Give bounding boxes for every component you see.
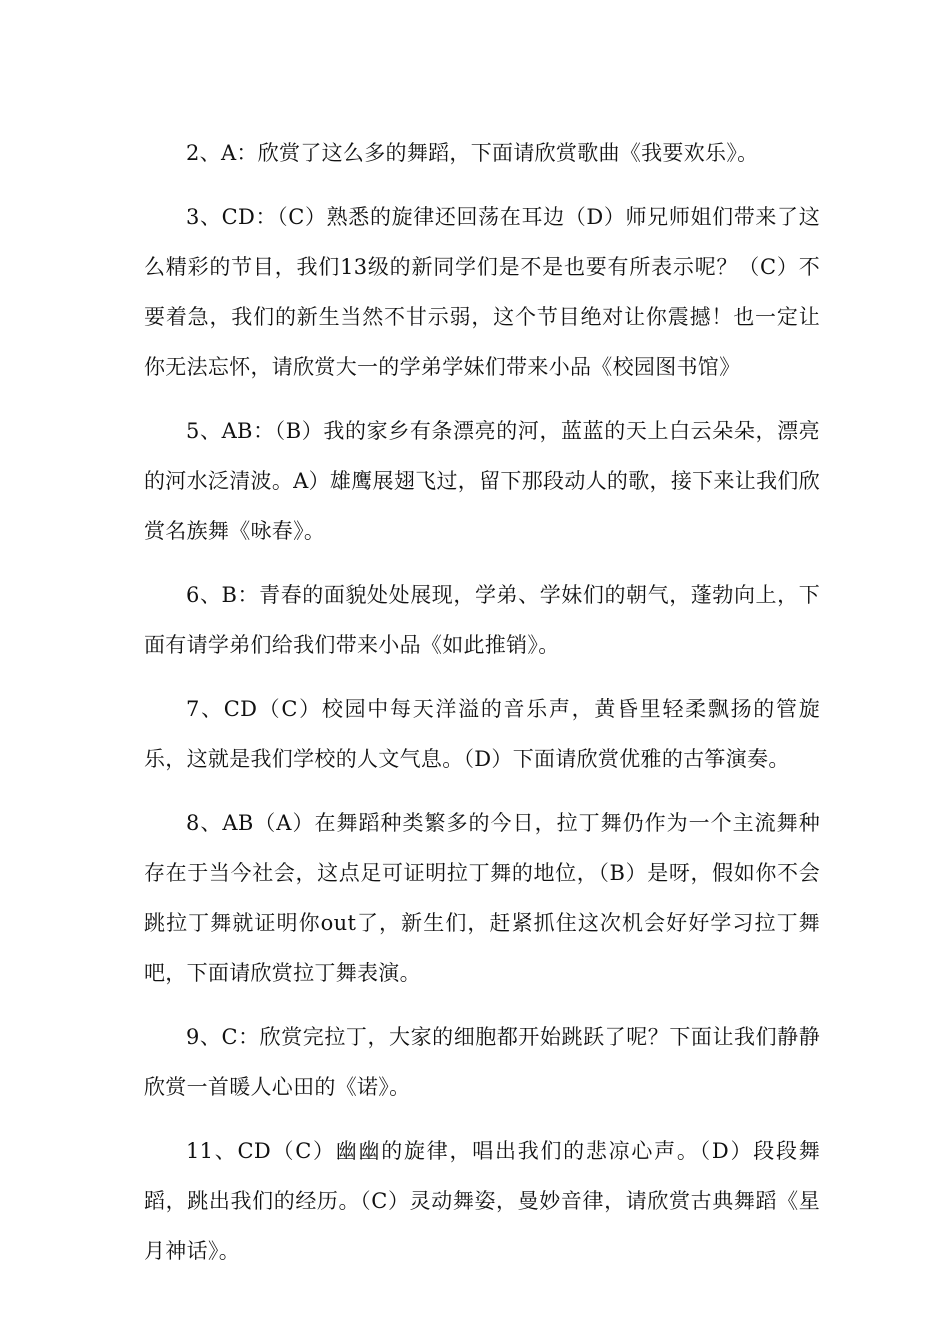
- paragraph-item-7: 7、CD（C）校园中每天洋溢的音乐声，黄昏里轻柔飘扬的管旋乐，这就是我们学校的人文气息。（D）下面请欣赏优雅的古筝演奏。: [144, 697, 820, 771]
- paragraph-item-2: 2、A：欣赏了这么多的舞蹈，下面请欣赏歌曲《我要欢乐》。: [186, 141, 759, 165]
- paragraph-item-5: 5、AB：（B）我的家乡有条漂亮的河，蓝蓝的天上白云朵朵，漂亮的河水泛清波。A）雄鹰展翅飞过，留下那段动人的歌，接下来让我们欣赏名族舞《咏春》。: [144, 419, 820, 543]
- document-body: [144, 128, 820, 1276]
- paragraph-item-9: 9、C：欣赏完拉丁，大家的细胞都开始跳跃了呢？下面让我们静静欣赏一首暖人心田的《诺》。: [144, 1025, 820, 1099]
- paragraph-item-6: 6、B：青春的面貌处处展现，学弟、学妹们的朝气，蓬勃向上，下面有请学弟们给我们带来小品《如此推销》。: [144, 583, 820, 657]
- paragraph-item-3: 3、CD：（C）熟悉的旋律还回荡在耳边（D）师兄师姐们带来了这么精彩的节目，我们13级的新同学们是不是也要有所表示呢？（C）不要着急，我们的新生当然不甘示弱，这个节目绝对让你震撼！也一定让你无法忘怀，请欣赏大一的学弟学妹们带来小品《校园图书馆》: [144, 205, 820, 379]
- paragraph-item-8: 8、AB（A）在舞蹈种类繁多的今日，拉丁舞仍作为一个主流舞种存在于当今社会，这点足可证明拉丁舞的地位，（B）是呀，假如你不会跳拉丁舞就证明你out了，新生们，赶紧抓住这次机会好好学习拉丁舞吧，下面请欣赏拉丁舞表演。: [144, 811, 820, 985]
- paragraph-item-11: 11、CD（C）幽幽的旋律，唱出我们的悲凉心声。（D）段段舞蹈，跳出我们的经历。（C）灵动舞姿，曼妙音律，请欣赏古典舞蹈《星月神话》。: [144, 1139, 820, 1263]
